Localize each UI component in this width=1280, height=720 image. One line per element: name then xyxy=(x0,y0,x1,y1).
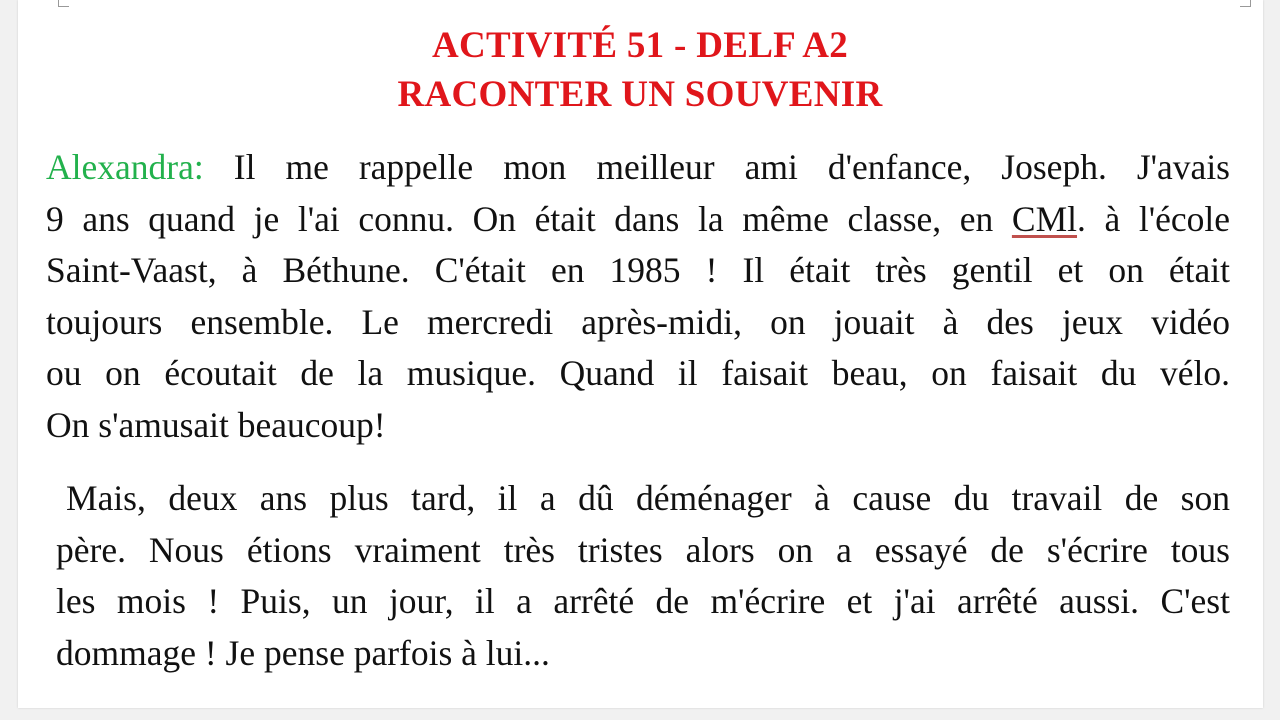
paragraph-2-line-1: Mais, deux ans plus tard, il a dû déménager à cause du travail de son xyxy=(66,478,1230,518)
paragraph-1-line-1-text: Il me rappelle mon meilleur ami d'enfance, Joseph. J'avais xyxy=(203,147,1230,187)
paragraph-1-line-1 xyxy=(46,142,1230,194)
paragraph-1 xyxy=(46,142,1230,451)
paragraph-1-line-2 xyxy=(46,194,1230,246)
paragraph-1-line-3: Saint-Vaast, à Béthune. C'était en 1985 ! Il était très gentil et on était xyxy=(46,250,1230,290)
paragraph-2-line-4: dommage ! Je pense parfois à lui... xyxy=(56,632,550,673)
page-corner-mark-right xyxy=(1240,0,1251,7)
document-title-line-1: ACTIVITÉ 51 - DELF A2 xyxy=(431,25,849,66)
spellcheck-underlined-word: CMl xyxy=(1011,198,1078,239)
paragraph-2-line-2: père. Nous étions vraiment très tristes alors on a essayé de s'écrire tous xyxy=(56,529,1230,570)
paragraph-1-line-2-text-a: 9 ans quand je l'ai connu. On était dans la même classe, en xyxy=(46,198,1012,239)
paragraph-1-line-4: toujours ensemble. Le mercredi après-midi, on jouait à des jeux vidéo xyxy=(46,301,1230,342)
paragraph-1-line-5: ou on écoutait de la musique. Quand il faisait beau, on faisait du vélo. xyxy=(46,353,1230,393)
paragraph-1-line-2-text-b: . à l'école xyxy=(1077,198,1230,239)
paragraph-2-line-3: les mois ! Puis, un jour, il a arrêté de m'écrire et j'ai arrêté aussi. C'est xyxy=(56,581,1230,621)
paragraph-1-line-6: On s'amusait beaucoup! xyxy=(46,404,386,445)
speaker-name: Alexandra: xyxy=(46,147,204,187)
document-title-line-2: RACONTER UN SOUVENIR xyxy=(397,74,883,115)
page-corner-mark-left xyxy=(58,0,69,7)
paragraph-2 xyxy=(46,473,1230,679)
